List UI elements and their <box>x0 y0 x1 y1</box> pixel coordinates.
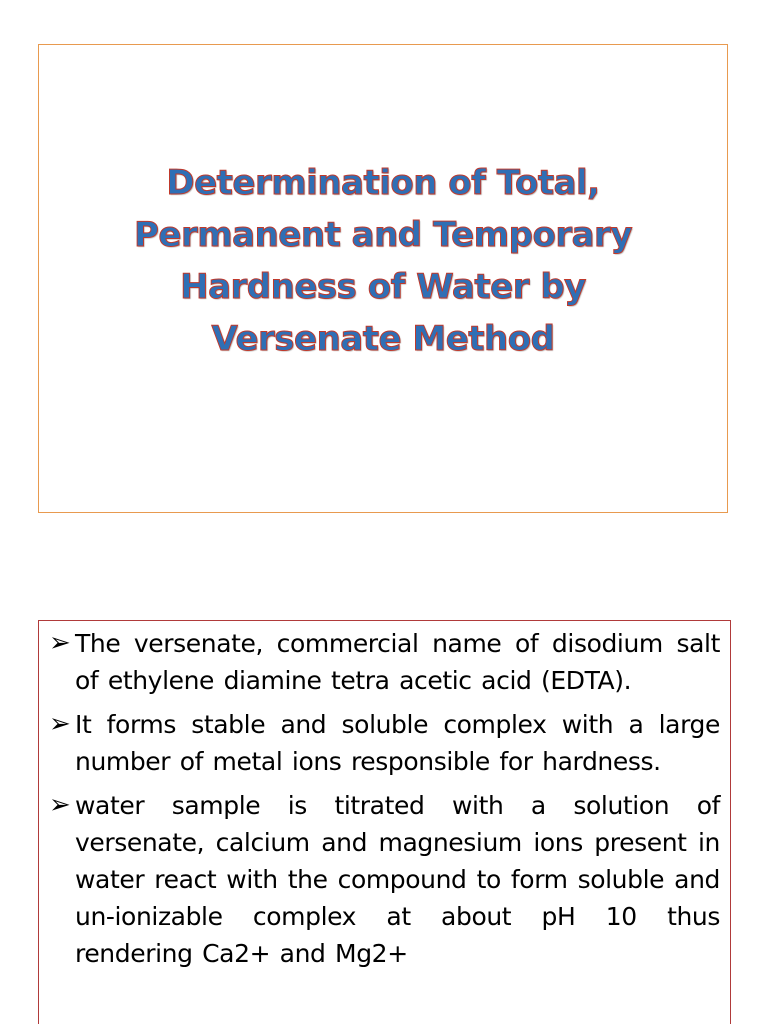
bullet-text-complex: It forms stable and soluble complex with a large number of metal ions responsible for hardness. <box>75 710 720 776</box>
bullet-item <box>49 706 720 780</box>
title-line-1: Determination of Total, <box>166 162 600 203</box>
document-title <box>134 157 632 365</box>
title-slide <box>38 44 728 513</box>
arrow-bullet-icon: ➢ <box>49 709 71 739</box>
title-line-2: Permanent and Temporary <box>133 214 632 255</box>
arrow-bullet-icon: ➢ <box>49 628 71 658</box>
bullet-text-versenate: The versenate, commercial name of disodium salt of ethylene diamine tetra acetic acid (EDTA). <box>75 629 720 695</box>
arrow-bullet-icon: ➢ <box>49 790 71 820</box>
content-slide <box>38 620 731 1024</box>
title-line-3: Hardness of Water by <box>180 266 586 307</box>
bullet-text-titration: water sample is titrated with a solution of versenate, calcium and magnesium ions present in water react with the compound to form soluble and un-ionizable complex at about pH 10 thus rendering Ca2+ and Mg2+ <box>75 791 720 968</box>
title-line-4: Versenate Method <box>211 318 555 359</box>
bullet-item <box>49 787 720 972</box>
bullet-item <box>49 625 720 699</box>
